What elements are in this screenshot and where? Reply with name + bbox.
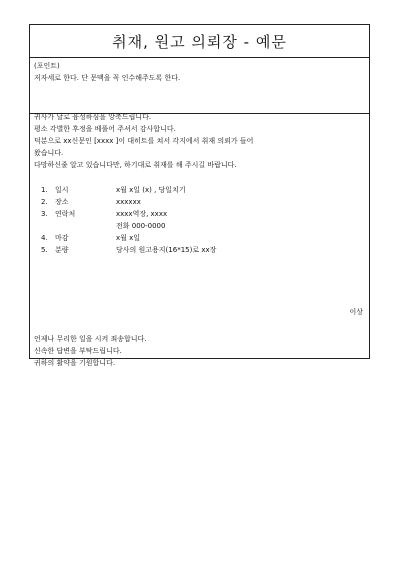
item-label: 연락처 <box>55 210 76 218</box>
closing-line: 신속한 답변을 부탁드립니다. <box>34 347 122 355</box>
point-section <box>30 57 369 114</box>
item-label: 분량 <box>55 246 69 254</box>
end-mark: 이상 <box>349 308 363 316</box>
body-line: 다망하신줄 알고 있습니다만, 하기대로 취재를 해 주시길 바랍니다. <box>34 161 237 169</box>
body-line: 평소 각별한 후정을 베풀어 주셔서 감사합니다. <box>34 125 176 133</box>
item-number <box>41 220 55 232</box>
item-label: 일시 <box>55 186 69 194</box>
request-item-contact <box>41 208 364 220</box>
item-number: 1. <box>41 186 48 194</box>
body-line: 왔습니다. <box>34 149 64 157</box>
item-value: 당사의 원고용지(16*15)로 xx장 <box>116 246 217 254</box>
item-value: xxxxxx <box>116 198 141 206</box>
closing-line: 언제나 무리한 일을 시켜 죄송합니다. <box>34 335 147 343</box>
item-number: 2. <box>41 198 48 206</box>
item-number: 5. <box>41 246 48 254</box>
item-number: 4. <box>41 234 48 242</box>
item-value: x월 x일 (x) , 당일치기 <box>116 186 186 194</box>
item-label: 장소 <box>55 198 69 206</box>
letter-body <box>34 111 364 256</box>
point-label: (포인트) <box>34 62 60 70</box>
request-item-deadline <box>41 232 364 244</box>
closing-paragraph <box>34 333 147 369</box>
item-label <box>55 220 116 232</box>
request-item-date <box>41 184 364 196</box>
item-value: xxxx역장, xxxx <box>116 210 168 218</box>
item-label: 마감 <box>55 234 69 242</box>
title-box <box>30 25 369 58</box>
body-line: 덕분으로 xx신문인 [xxxx ]이 대히트를 쳐서 각지에서 취재 의뢰가 들어 <box>34 137 254 145</box>
greeting-paragraph <box>34 111 364 171</box>
document-title: 취재, 원고 의뢰장 - 예문 <box>112 32 287 51</box>
request-item-contact-phone <box>41 220 364 232</box>
item-number: 3. <box>41 210 48 218</box>
item-value: x월 x일 <box>116 234 141 242</box>
document-frame <box>29 24 370 367</box>
request-items-list <box>41 184 364 256</box>
body-line: 귀사가 날로 융성하심을 앙축드립니다. <box>34 113 152 121</box>
request-item-place <box>41 196 364 208</box>
closing-line: 귀하의 활약을 기원합니다. <box>34 359 116 367</box>
point-text: 저자세로 한다. 단 문맥을 꼭 인수해주도록 한다. <box>34 74 181 82</box>
item-value: 전화 000-0000 <box>116 222 166 230</box>
request-item-length <box>41 244 364 256</box>
